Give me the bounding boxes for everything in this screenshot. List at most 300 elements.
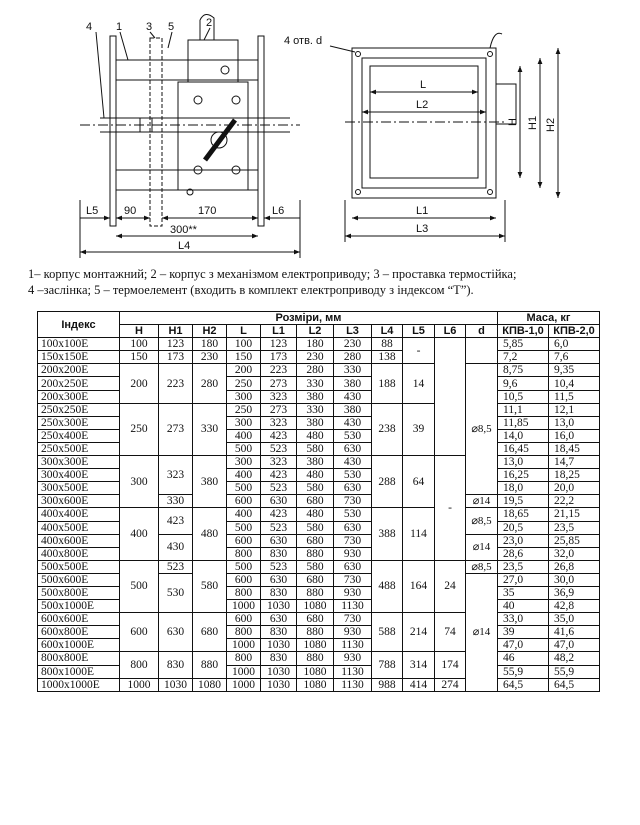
cell-l3: 630 [334,442,372,455]
dim-l1: L1 [416,205,429,217]
cell-index: 500x500E [38,560,120,573]
cell-l: 500 [227,482,261,495]
cell-l2: 1080 [297,639,334,652]
cell-kpv1: 28,6 [498,547,549,560]
callout-5: 5 [168,21,175,33]
cell-l3: 1130 [334,600,372,613]
cell-d: ⌀8,5 [466,508,498,534]
cell-kpv2: 11,5 [549,390,600,403]
cell-l1: 423 [261,469,297,482]
cell-l3: 530 [334,429,372,442]
cell-l2: 680 [297,534,334,547]
cell-l: 250 [227,377,261,390]
cell-h2: 480 [193,508,227,560]
cell-index: 400x400E [38,508,120,521]
cell-l1: 323 [261,416,297,429]
cell-l: 800 [227,626,261,639]
cell-h: 300 [120,456,159,508]
cell-l6: 174 [435,652,466,678]
cell-kpv2: 22,2 [549,495,600,508]
cell-l2: 380 [297,390,334,403]
specification-table [37,311,600,692]
cell-l: 800 [227,586,261,599]
cell-kpv2: 30,0 [549,573,600,586]
cell-kpv1: 47,0 [498,639,549,652]
cell-h1: 430 [159,534,193,560]
cell-kpv2: 35,0 [549,613,600,626]
dim-h2: H2 [545,117,557,132]
cell-index: 150x150E [38,351,120,364]
cell-kpv1: 20,5 [498,521,549,534]
cell-l6: - [435,456,466,561]
cell-h1: 523 [159,560,193,573]
cell-l1: 173 [261,351,297,364]
cell-l3: 1130 [334,639,372,652]
cell-l3: 530 [334,508,372,521]
cell-l3: 430 [334,456,372,469]
header-kpv2: КПВ-2,0 [549,325,600,338]
cell-l1: 1030 [261,665,297,678]
header-l1: L1 [261,325,297,338]
cell-h: 500 [120,560,159,612]
cell-kpv2: 23,5 [549,521,600,534]
cell-kpv1: 55,9 [498,665,549,678]
cell-l3: 330 [334,364,372,377]
cell-h2: 330 [193,403,227,455]
cell-l3: 630 [334,560,372,573]
header-h2: H2 [193,325,227,338]
table-row [38,403,600,416]
cell-l3: 530 [334,469,372,482]
cell-kpv1: 23,0 [498,534,549,547]
cell-l1: 423 [261,508,297,521]
cell-l1: 630 [261,613,297,626]
cell-l1: 830 [261,586,297,599]
cell-index: 800x1000E [38,665,120,678]
cell-kpv1: 18,0 [498,482,549,495]
cell-kpv2: 36,9 [549,586,600,599]
cell-l2: 680 [297,613,334,626]
cell-l4: 588 [372,613,403,652]
cell-l2: 480 [297,429,334,442]
cell-h2: 1080 [193,678,227,691]
cell-kpv1: 27,0 [498,573,549,586]
cell-l5: 214 [403,613,435,652]
cell-index: 400x800E [38,547,120,560]
cell-l2: 480 [297,469,334,482]
cell-l5: 414 [403,678,435,691]
cell-l3: 430 [334,390,372,403]
legend-line-2: 4 –заслінка; 5 – термоелемент (входить в комплект електроприводу з індексом “Т”). [28,283,474,297]
cell-l1: 523 [261,442,297,455]
cell-l5: 314 [403,652,435,678]
cell-index: 200x300E [38,390,120,403]
cell-l1: 323 [261,390,297,403]
cell-l: 400 [227,429,261,442]
cell-l: 1000 [227,665,261,678]
cell-l3: 930 [334,652,372,665]
cell-h1: 530 [159,573,193,612]
cell-l3: 730 [334,573,372,586]
cell-h: 100 [120,338,159,351]
cell-l2: 480 [297,508,334,521]
header-l: L [227,325,261,338]
cell-d [466,338,498,364]
cell-l6: 24 [435,560,466,612]
cell-l1: 630 [261,573,297,586]
cell-kpv1: 23,5 [498,560,549,573]
cell-l: 600 [227,495,261,508]
cell-l1: 830 [261,626,297,639]
cell-l2: 580 [297,521,334,534]
cell-l: 1000 [227,639,261,652]
dim-l5: L5 [86,205,99,217]
cell-l1: 523 [261,521,297,534]
cell-kpv2: 9,35 [549,364,600,377]
table-row [38,508,600,521]
dim-170: 170 [198,205,217,217]
cell-l5: - [403,338,435,364]
cell-kpv2: 6,0 [549,338,600,351]
cell-h1: 330 [159,495,193,508]
cell-kpv1: 9,6 [498,377,549,390]
cell-l5: 164 [403,560,435,612]
table-row [38,351,600,364]
cell-kpv2: 64,5 [549,678,600,691]
cell-kpv1: 39 [498,626,549,639]
cell-kpv2: 32,0 [549,547,600,560]
cell-index: 500x800E [38,586,120,599]
cell-l4: 138 [372,351,403,364]
header-d: d [466,325,498,338]
dim-h1: H1 [527,115,539,130]
cell-l2: 580 [297,482,334,495]
table-row [38,456,600,469]
cell-l4: 238 [372,403,403,455]
cell-d: ⌀14 [466,573,498,691]
cell-l2: 1080 [297,678,334,691]
callout-1: 1 [116,21,123,33]
cell-kpv1: 40 [498,600,549,613]
cell-kpv1: 14,0 [498,429,549,442]
cell-l2: 880 [297,652,334,665]
cell-kpv1: 16,45 [498,442,549,455]
header-l4: L4 [372,325,403,338]
cell-h2: 180 [193,338,227,351]
cell-d: ⌀8,5 [466,364,498,495]
cell-l3: 380 [334,377,372,390]
cell-l1: 273 [261,377,297,390]
cell-l1: 830 [261,652,297,665]
cell-index: 600x800E [38,626,120,639]
cell-l: 600 [227,613,261,626]
cell-h1: 273 [159,403,193,455]
cell-l2: 1080 [297,665,334,678]
cell-kpv2: 10,4 [549,377,600,390]
cell-l6: 74 [435,613,466,652]
header-mass: Маса, кг [498,312,600,325]
cell-l2: 330 [297,377,334,390]
cell-l5: 39 [403,403,435,455]
header-l3: L3 [334,325,372,338]
cell-l1: 1030 [261,639,297,652]
cell-l: 800 [227,652,261,665]
cell-l5: 114 [403,508,435,560]
table-row [38,652,600,665]
cell-l1: 423 [261,429,297,442]
cell-h2: 280 [193,364,227,403]
cell-l4: 488 [372,560,403,612]
cell-l: 400 [227,508,261,521]
header-index: Індекс [38,312,120,338]
header-h: H [120,325,159,338]
dim-l2: L2 [416,99,429,111]
cell-l2: 380 [297,416,334,429]
cell-l3: 230 [334,338,372,351]
cell-h2: 380 [193,456,227,508]
cell-l2: 580 [297,442,334,455]
cell-kpv1: 16,25 [498,469,549,482]
cell-l: 600 [227,573,261,586]
header-dimensions: Розміри, мм [120,312,498,325]
cell-l2: 680 [297,495,334,508]
cell-l: 400 [227,469,261,482]
cell-kpv1: 8,75 [498,364,549,377]
cell-kpv2: 16,0 [549,429,600,442]
dim-h: H [507,118,519,126]
cell-kpv1: 46 [498,652,549,665]
cell-kpv1: 33,0 [498,613,549,626]
cell-l3: 730 [334,613,372,626]
cell-l3: 730 [334,495,372,508]
cell-l2: 580 [297,560,334,573]
cell-kpv1: 35 [498,586,549,599]
cell-h1: 423 [159,508,193,534]
cell-l: 500 [227,560,261,573]
cell-l1: 630 [261,495,297,508]
cell-index: 300x400E [38,469,120,482]
cell-l3: 630 [334,521,372,534]
cell-index: 300x600E [38,495,120,508]
cell-l2: 280 [297,364,334,377]
cell-l: 600 [227,534,261,547]
header-h1: H1 [159,325,193,338]
cell-index: 1000x1000E [38,678,120,691]
cell-l2: 880 [297,547,334,560]
cell-h: 200 [120,364,159,403]
cell-kpv2: 21,15 [549,508,600,521]
holes-label: 4 отв. d [284,35,323,47]
cell-l6: 274 [435,678,466,691]
cell-l2: 680 [297,573,334,586]
dim-l: L [420,79,427,91]
cell-l: 300 [227,416,261,429]
cell-l4: 788 [372,652,403,678]
cell-l3: 930 [334,547,372,560]
cell-kpv2: 13,0 [549,416,600,429]
cell-h1: 173 [159,351,193,364]
dim-l3: L3 [416,223,429,235]
cell-kpv1: 64,5 [498,678,549,691]
cell-index: 250x300E [38,416,120,429]
cell-l4: 388 [372,508,403,560]
table-row [38,364,600,377]
cell-l1: 123 [261,338,297,351]
cell-l6 [435,338,466,456]
cell-kpv2: 14,7 [549,456,600,469]
table-row [38,613,600,626]
dim-l4: L4 [178,240,191,252]
cell-l4: 288 [372,456,403,508]
table-row [38,338,600,351]
cell-h: 150 [120,351,159,364]
cell-l4: 188 [372,364,403,403]
cell-index: 400x600E [38,534,120,547]
cell-l: 500 [227,442,261,455]
cell-l3: 630 [334,482,372,495]
cell-l1: 1030 [261,600,297,613]
cell-index: 300x500E [38,482,120,495]
cell-l1: 630 [261,534,297,547]
cell-l1: 323 [261,456,297,469]
cell-l4: 88 [372,338,403,351]
cell-kpv2: 42,8 [549,600,600,613]
cell-l: 300 [227,456,261,469]
cell-l1: 523 [261,560,297,573]
cell-index: 300x300E [38,456,120,469]
cell-l2: 330 [297,403,334,416]
cell-kpv2: 25,85 [549,534,600,547]
cell-l2: 880 [297,586,334,599]
cell-l: 1000 [227,678,261,691]
dim-300: 300** [170,224,197,236]
dim-l6: L6 [272,205,285,217]
cell-l3: 1130 [334,678,372,691]
cell-kpv2: 18,25 [549,469,600,482]
cell-l3: 930 [334,626,372,639]
cell-kpv2: 7,6 [549,351,600,364]
front-view-labels [284,35,557,235]
cell-index: 800x800E [38,652,120,665]
cell-l2: 880 [297,626,334,639]
cell-kpv1: 5,85 [498,338,549,351]
callout-4: 4 [86,21,93,33]
cell-kpv1: 19,5 [498,495,549,508]
cell-l3: 280 [334,351,372,364]
side-view [80,14,300,258]
cell-l: 500 [227,521,261,534]
cell-h: 600 [120,613,159,652]
cell-index: 250x500E [38,442,120,455]
cell-kpv1: 10,5 [498,390,549,403]
cell-l3: 430 [334,416,372,429]
cell-h2: 680 [193,613,227,652]
cell-kpv1: 7,2 [498,351,549,364]
cell-l4: 988 [372,678,403,691]
cell-d: ⌀14 [466,534,498,560]
cell-kpv1: 13,0 [498,456,549,469]
cell-l3: 1130 [334,665,372,678]
table-header-row-2 [38,325,600,338]
cell-kpv2: 12,1 [549,403,600,416]
cell-l: 800 [227,547,261,560]
cell-h1: 223 [159,364,193,403]
cell-index: 250x400E [38,429,120,442]
cell-h1: 830 [159,652,193,678]
cell-d: ⌀8,5 [466,560,498,573]
cell-l1: 1030 [261,678,297,691]
cell-index: 250x250E [38,403,120,416]
cell-h: 400 [120,508,159,560]
cell-l2: 230 [297,351,334,364]
cell-index: 200x200E [38,364,120,377]
cell-h1: 630 [159,613,193,652]
cell-h1: 1030 [159,678,193,691]
header-l5: L5 [403,325,435,338]
cell-l3: 380 [334,403,372,416]
front-view [330,33,558,242]
cell-h: 800 [120,652,159,678]
cell-l: 150 [227,351,261,364]
cell-index: 100x100E [38,338,120,351]
cell-l1: 830 [261,547,297,560]
table-header-row-1 [38,312,600,325]
callout-3: 3 [146,21,153,33]
header-l2: L2 [297,325,334,338]
technical-drawing [0,0,640,262]
cell-h: 1000 [120,678,159,691]
cell-h2: 580 [193,560,227,612]
cell-h2: 230 [193,351,227,364]
cell-l2: 1080 [297,600,334,613]
cell-kpv2: 55,9 [549,665,600,678]
callout-2: 2 [206,17,213,29]
cell-index: 500x600E [38,573,120,586]
cell-h: 250 [120,403,159,455]
legend-line-1: 1– корпус монтажний; 2 – корпус з механізмом електроприводу; 3 – проставка термостійка; [28,267,517,281]
cell-kpv2: 41,6 [549,626,600,639]
cell-kpv1: 11,1 [498,403,549,416]
header-l6: L6 [435,325,466,338]
cell-l: 100 [227,338,261,351]
cell-h1: 323 [159,456,193,495]
cell-l1: 223 [261,364,297,377]
legend [28,266,634,298]
cell-h1: 123 [159,338,193,351]
cell-kpv2: 47,0 [549,639,600,652]
cell-kpv2: 18,45 [549,442,600,455]
cell-kpv2: 48,2 [549,652,600,665]
cell-l3: 730 [334,534,372,547]
cell-kpv1: 18,65 [498,508,549,521]
cell-kpv2: 20,0 [549,482,600,495]
cell-l1: 523 [261,482,297,495]
cell-index: 400x500E [38,521,120,534]
cell-l2: 180 [297,338,334,351]
cell-l1: 273 [261,403,297,416]
cell-index: 600x1000E [38,639,120,652]
cell-h2: 880 [193,652,227,678]
cell-l3: 930 [334,586,372,599]
cell-kpv1: 11,85 [498,416,549,429]
cell-index: 500x1000E [38,600,120,613]
cell-l2: 380 [297,456,334,469]
cell-index: 600x600E [38,613,120,626]
cell-l: 300 [227,390,261,403]
cell-index: 200x250E [38,377,120,390]
header-kpv1: КПВ-1,0 [498,325,549,338]
table-row [38,560,600,573]
